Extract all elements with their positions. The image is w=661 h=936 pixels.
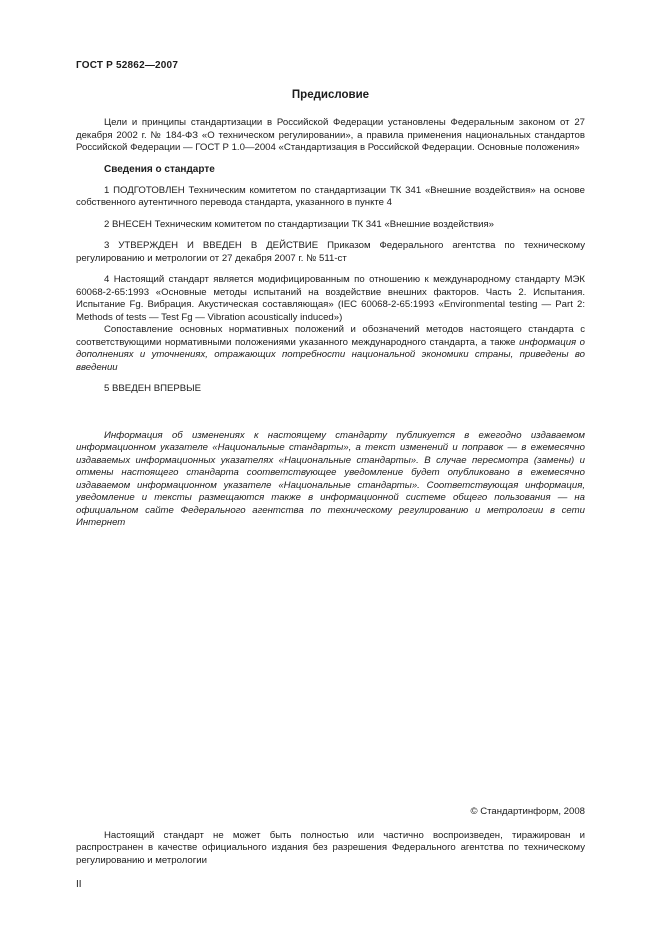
standard-info-item-2: 2 ВНЕСЕН Техническим комитетом по стандартизации ТК 341 «Внешние воздействия»	[104, 218, 494, 230]
standard-info-item-3: 3 УТВЕРЖДЕН И ВВЕДЕН В ДЕЙСТВИЕ Приказом Федерального агентства по техническому регулированию и метрологии от 27 декабря 2007 г. № 511-ст	[76, 240, 585, 264]
intro-paragraph: Цели и принципы стандартизации в Российской Федерации установлены Федеральным законом от 27 декабря 2002 г. № 184-ФЗ «О техническом регулировании», а правила применения национальных стандартов Российской Федерации — ГОСТ Р 1.0—2004 «Стандартизация в Российской Федерации. Основные положения»	[76, 117, 585, 153]
item4-note-italic-text: информация о дополнениях и уточнениях, отражающих потребности национальной экономики страны, приведены во введении	[76, 336, 585, 373]
standard-info-item-4-note	[76, 324, 585, 374]
standard-info-item-4: 4 Настоящий стандарт является модифицированным по отношению к международному стандарту МЭК 60068-2-65:1993 «Основные методы испытаний на воздействие внешних факторов. Часть 2. Испытания. Испытание Fg. Вибрация. Акустическая составляющая» (IEC 60068-2-65:1993 «Environmental testing — Part 2: Methods of tests — Test Fg — Vibration acoustically induced»)	[76, 274, 585, 323]
reproduction-disclaimer: Настоящий стандарт не может быть полностью или частично воспроизведен, тиражирован и распространен в качестве официального издания без разрешения Федерального агентства по техническому регулированию и метрологии	[76, 829, 585, 866]
standard-info-item-1: 1 ПОДГОТОВЛЕН Техническим комитетом по стандартизации ТК 341 «Внешние воздействия» на основе собственного аутентичного перевода стандарта, указанного в пункте 4	[76, 184, 585, 208]
section-heading: Сведения о стандарте	[104, 163, 215, 175]
page-footer	[76, 806, 585, 891]
amendments-note: Информация об изменениях к настоящему стандарту публикуется в ежегодно издаваемом информационном указателе «Национальные стандарты», а текст изменений и поправок — в ежемесячно издаваемых информационных указателях «Национальные стандарты». В случае пересмотра (замены) и отмены настоящего стандарта соответствующее уведомление будет опубликовано в ежемесячно издаваемом информационном указателе «Национальные стандарты». Соответствующая информация, уведомление и тексты размещаются также в информационной системе общего пользования — на официальном сайте Федерального агентства по техническому регулированию и метрологии в сети Интернет	[76, 429, 585, 528]
doc-code: ГОСТ Р 52862—2007	[76, 60, 179, 71]
copyright-notice: © Стандартинформ, 2008	[470, 805, 585, 817]
page-number: II	[76, 879, 82, 890]
standard-info-item-5: 5 ВВЕДЕН ВПЕРВЫЕ	[104, 383, 202, 394]
page-title: Предисловие	[291, 89, 370, 101]
item4-note-normal-text: Сопоставление основных нормативных положений и обозначений методов настоящего стандарта с соответствующими нормативными положениями указанного международного стандарта, а также	[76, 324, 585, 348]
